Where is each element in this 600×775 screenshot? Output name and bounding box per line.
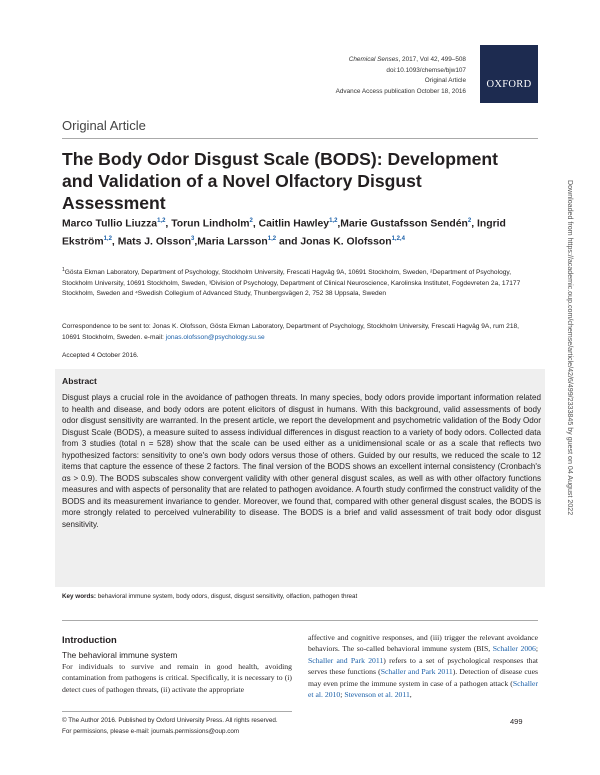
author-separator: , <box>194 236 198 248</box>
author-name: Torun Lindholm <box>171 218 250 230</box>
abstract-text: Disgust plays a crucial role in the avoidance of pathogen threats. In many species, body odors provide important information related to health and disease, and body odors are potent elicitors of disgust in humans. With this background, valid assessments of body odor disgust sensitivity are warranted. In the present article, we report the development and psychometric validation of the Body Odor Disgust Scale (BODS), a measure suited to assess individual differences in disgust reaction to a variety of body odors. Collected data from 3 studies (total n = 528) show that the scale can be used either as a unidimensional scale or as a scale that reflects two hypothesized factors: sensitivity to one's own body odors versus those of others. Guided by our results, we reduced the scale to 12 items that capture the essence of these 2 factors. The final version of the BODS shows an excellent internal consistency (Cronbach's αs > 0.9). The BODS subscales show convergent validity with other general disgust scales, as well as with other olfactory functions measures and with aspects of personality that are related to pathogen avoidance. A fourth study confirmed the construct validity of the BODS and its measurement invariance to gender. Moreover, we found that, compared with other general disgust scales, the BODS is more strongly related to perceived vulnerability to disease. The BODS is a brief and valid assessment of trait body odor disgust sensitivity. <box>62 393 541 530</box>
journal-citation-block <box>336 55 466 97</box>
email-link[interactable]: jonas.olofsson@psychology.su.se <box>165 333 265 341</box>
abstract-heading: Abstract <box>62 376 97 386</box>
body-text: , <box>409 690 412 700</box>
author-affiliation-superscript[interactable]: 1,2,4 <box>391 236 405 243</box>
citation-link[interactable]: Schaller and Park 2011 <box>380 667 453 677</box>
author-affiliation-superscript[interactable]: 3 <box>191 236 195 243</box>
author-name: Ingrid Ekström <box>62 218 506 248</box>
author-list <box>62 214 522 251</box>
copyright-line: © The Author 2016. Published by Oxford University Press. All rights reserved. <box>62 717 278 724</box>
citation-link[interactable]: Schaller and Park 2011 <box>308 655 384 665</box>
download-note-text: Downloaded from https://academic.oup.com/chemse/article/42/6/499/2333845 by guest on 04 August 2022 <box>566 180 574 516</box>
publisher-logo: OXFORD <box>480 45 538 103</box>
author-separator: , <box>165 218 172 230</box>
accepted-date: Accepted 4 October 2016. <box>62 352 139 359</box>
correspondence-text: Correspondence to be sent to: Jonas K. Olofsson, Gösta Ekman Laboratory, Department of Psychology, Stockholm University, Frescati Hagväg 9A, rum 218, 10691 Stockholm, Sweden. e-mail: <box>62 323 520 341</box>
author-affiliation-superscript[interactable]: 2 <box>467 218 472 224</box>
body-column-left: For individuals to survive and remain in good health, avoiding contamination from pathogens is critical. Specifically, it is necessary to (i) detect cues of pathogen threats, (ii) activate the appropriate <box>62 662 292 694</box>
author-separator: , <box>471 218 478 230</box>
body-text: ) refers to a set of psychological responses that serves these functions ( <box>308 655 538 677</box>
download-watermark <box>566 180 586 600</box>
journal-volume: , 2017, Vol 42, 499–508 <box>398 56 466 63</box>
author-name: Mats J. Olsson <box>117 236 192 248</box>
author-separator: , <box>252 218 259 230</box>
article-type-heading: Original Article <box>62 118 146 133</box>
journal-name: Chemical Senses <box>348 56 399 63</box>
divider <box>62 711 292 712</box>
body-column-right <box>308 632 538 700</box>
body-text: ). Detection of disease cues may even prime the immune system in case of a pathogen attack ( <box>308 667 538 688</box>
doi[interactable]: doi:10.1093/chemse/bjw107 <box>386 66 466 74</box>
author-name: Maria Larsson <box>197 236 268 248</box>
author-name: Caitlin Hawley <box>258 218 330 230</box>
author-separator: , <box>337 218 341 230</box>
section-heading-introduction: Introduction <box>62 634 117 645</box>
affiliations-text: Gösta Ekman Laboratory, Department of Psychology, Stockholm University, Frescati Hagväg 9A, 10691 Stockholm, Sweden, ²Department of Psychology, Stockholm University, 10691 Stockholm, Sweden, ³Division of Psychology, Department of Clinical Neuroscience, Karolinska Institutet, Fogdevreten 2a, 17177 Stockholm, Sweden and ⁴Swedish Collegium of Advanced Study, Thunbergsvägen 2, 752 38 Uppsala, Sweden <box>62 269 521 298</box>
citation-separator: ; <box>340 690 345 700</box>
author-name: Marco Tullio Liuzza <box>62 218 158 230</box>
citation-link[interactable]: Schaller 2006 <box>492 644 536 654</box>
permissions-line: For permissions, please e-mail: journals.permissions@oup.com <box>62 728 240 735</box>
author-affiliation-superscript[interactable]: 2 <box>249 218 253 224</box>
correspondence <box>62 322 538 343</box>
citation-separator: ; <box>535 644 538 654</box>
author-affiliation-superscript[interactable]: 1,2 <box>329 218 338 224</box>
subsection-heading: The behavioral immune system <box>62 650 178 660</box>
copyright-notice <box>62 715 278 737</box>
body-text: affective and cognitive responses, and (iii) trigger the relevant avoidance behaviors. The so-called behavioral immune system (BIS, <box>308 633 538 654</box>
author-separator: and <box>276 236 301 248</box>
author-affiliation-superscript[interactable]: 1,2 <box>157 218 166 224</box>
keywords-label: Key words: <box>62 593 96 600</box>
keywords <box>62 593 538 600</box>
divider <box>62 620 538 621</box>
keywords-text: behavioral immune system, body odors, disgust, disgust sensitivity, olfaction, pathogen threat <box>97 593 358 600</box>
advance-access: Advance Access publication October 18, 2016 <box>335 87 466 95</box>
affiliations <box>62 265 538 300</box>
citation-link[interactable]: Schaller et al. 2010 <box>308 678 538 700</box>
author-affiliation-superscript[interactable]: 1,2 <box>103 236 112 243</box>
author-affiliation-superscript[interactable]: 1,2 <box>267 236 277 243</box>
affiliation-superscript: 1 <box>62 267 65 273</box>
journal-article-type: Original Article <box>424 77 466 85</box>
author-name: Marie Gustafsson Sendén <box>340 218 468 230</box>
author-separator: , <box>111 236 118 248</box>
page-number: 499 <box>510 717 523 726</box>
citation-link[interactable]: Stevenson et al. 2011 <box>344 690 410 700</box>
author-name: Jonas K. Olofsson <box>300 236 392 248</box>
divider <box>62 138 538 139</box>
paper-title: The Body Odor Disgust Scale (BODS): Development and Validation of a Novel Olfactory Disgust Assessment <box>62 149 498 213</box>
